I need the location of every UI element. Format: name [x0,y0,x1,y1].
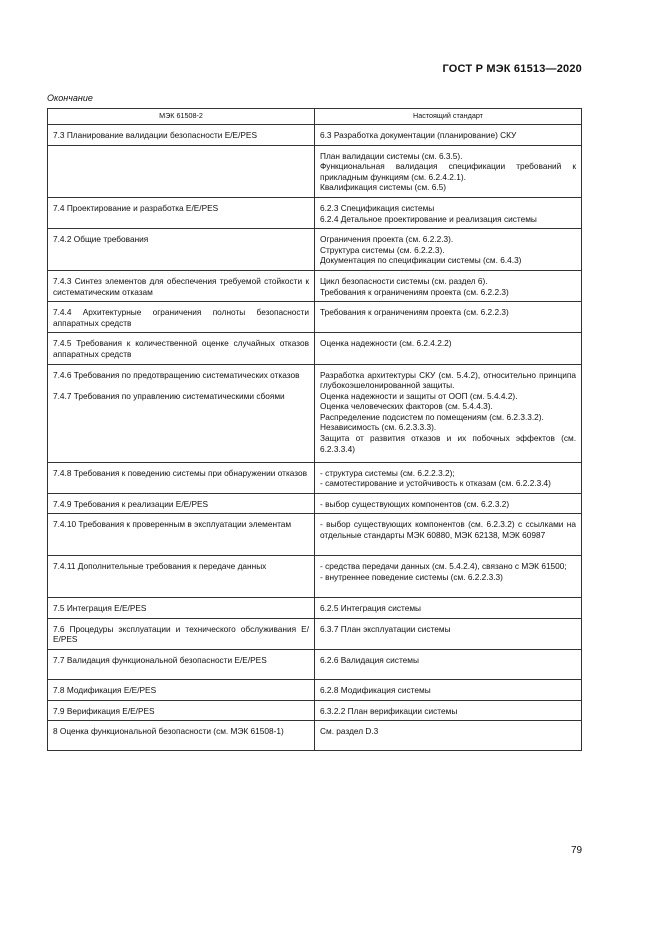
clause-reference: 7.4.11 Дополнительные требования к передаче данных [53,561,267,572]
correspondence-text: Структура системы (см. 6.2.2.3). [320,244,445,255]
correspondence-text: - внутреннее поведение системы (см. 6.2.2.3.3) [320,571,503,582]
iec-61508-2-cell [48,493,315,514]
iec-61508-2-cell [48,650,315,680]
correspondence-text: Распределение подсистем по помещениям (см. 6.2.3.3.2). [320,411,544,422]
correspondence-text: См. раздел D.3 [320,726,379,737]
correspondence-text: Защита от развития отказов и их побочных эффектов (см. 6.2.3.3.4) [320,433,576,454]
clause-reference: 7.5 Интеграция Е/Е/PES [53,603,147,614]
clause-reference: 7.4.3 Синтез элементов для обеспечения требуемой стойкости к систематическим отказам [53,275,309,297]
table-row [48,364,582,462]
clause-reference: 7.6 Процедуры эксплуатации и технического обслуживания Е/Е/PES [53,623,309,645]
correspondence-text: Требования к ограничениям проекта (см. 6.2.2.3) [320,307,509,318]
iec-61508-2-cell [48,618,315,649]
iec-61508-2-cell [48,556,315,598]
column-header-iec-61508-2: МЭК 61508-2 [48,109,315,125]
correspondence-text: Требования к ограничениям проекта (см. 6.2.2.3) [320,286,509,297]
table-row [48,680,582,701]
table-row [48,333,582,364]
this-standard-cell [315,125,582,146]
table-header-row [48,109,582,125]
this-standard-cell [315,618,582,649]
table-caption: Окончание [47,93,93,103]
table-row [48,197,582,228]
clause-reference: 7.9 Верификация Е/Е/PES [53,705,155,716]
correspondence-text: Цикл безопасности системы (см. раздел 6). [320,275,488,286]
correspondence-text: 6.3.7 План эксплуатации системы [320,623,451,634]
this-standard-cell [315,493,582,514]
clause-reference: 7.7 Валидация функциональной безопасности Е/Е/PES [53,655,267,666]
table-row [48,229,582,271]
this-standard-cell [315,145,582,197]
clause-reference: 7.4 Проектирование и разработка Е/Е/PES [53,202,219,213]
this-standard-cell [315,650,582,680]
iec-61508-2-cell [48,302,315,333]
clause-reference: 7.3 Планирование валидации безопасности Е/Е/PES [53,130,257,140]
column-header-this-standard: Настоящий стандарт [315,109,582,125]
this-standard-cell [315,598,582,619]
correspondence-text: Оценка надежности и защиты от ООП (см. 5.4.4.2). [320,390,518,401]
correspondence-text: 6.2.4 Детальное проектирование и реализация системы [320,213,537,224]
this-standard-cell [315,680,582,701]
correspondence-text: - структура системы (см. 6.2.2.3.2); [320,467,455,478]
correspondence-text: Разработка архитектуры СКУ (см. 5.4.2), относительно принципа глубокоэшелонированной защиты. [320,369,576,391]
clause-reference: 7.8 Модификация Е/Е/PES [53,685,157,696]
correspondence-text: - выбор существующих компонентов (см. 6.2.3.2) с ссылками на отдельные стандарты МЭК 60880, МЭК 62138, МЭК 60987 [320,519,576,540]
clause-reference: 7.4.4 Архитектурные ограничения полноты безопасности аппаратных средств [53,307,309,328]
table-row [48,721,582,751]
clause-reference: 7.4.9 Требования к реализации Е/Е/PES [53,498,209,509]
clause-reference: 7.4.2 Общие требования [53,234,149,245]
iec-61508-2-cell [48,514,315,556]
correspondence-text: 6.2.5 Интеграция системы [320,603,421,614]
iec-61508-2-cell [48,462,315,493]
table-row [48,145,582,197]
iec-61508-2-cell [48,680,315,701]
clause-reference: 7.4.6 Требования по предотвращению систематических отказов [53,369,300,380]
correspondence-text: Функциональная валидация спецификации требований к прикладным функциям (см. 6.2.4.2.1). [320,161,576,182]
iec-61508-2-cell [48,229,315,271]
clause-reference: 7.4.8 Требования к поведению системы при обнаружении отказов [53,467,308,478]
correspondence-text: Независимость (см. 6.2.3.3.3). [320,422,437,433]
iec-61508-2-cell [48,598,315,619]
table-row [48,650,582,680]
clause-reference: 7.4.10 Требования к проверенным в эксплуатации элементам [53,519,292,530]
table-row [48,462,582,493]
clause-reference: 7.4.5 Требования к количественной оценке случайных отказов аппаратных средств [53,338,309,359]
table-row [48,618,582,649]
table-row [48,270,582,301]
clause-reference: 7.4.7 Требования по управлению систематическими сбоями [53,391,285,402]
iec-61508-2-cell [48,364,315,462]
iec-61508-2-cell [48,197,315,228]
table-row [48,556,582,598]
this-standard-cell [315,270,582,301]
this-standard-cell [315,197,582,228]
this-standard-cell [315,364,582,462]
correspondence-text: Квалификация системы (см. 6.5) [320,182,447,193]
correspondence-text: - выбор существующих компонентов (см. 6.2.3.2) [320,498,510,509]
this-standard-cell [315,700,582,721]
correspondence-text: 6.2.6 Валидация системы [320,655,419,666]
correspondence-text: 6.2.3 Спецификация системы [320,202,435,213]
correspondence-text: План валидации системы (см. 6.3.5). [320,150,463,161]
iec-61508-2-cell [48,145,315,197]
table-row [48,700,582,721]
table-row [48,493,582,514]
this-standard-cell [315,556,582,598]
table-row [48,514,582,556]
this-standard-cell [315,462,582,493]
this-standard-cell [315,721,582,751]
page-number: 79 [571,845,583,856]
iec-61508-2-cell [48,333,315,364]
correspondence-text: Ограничения проекта (см. 6.2.2.3). [320,234,454,245]
table-row [48,125,582,146]
table-row [48,302,582,333]
this-standard-cell [315,229,582,271]
correspondence-text: 6.3 Разработка документации (планирование) СКУ [320,130,517,140]
correspondence-text: 6.2.8 Модификация системы [320,685,431,696]
correspondence-text: Оценка надежности (см. 6.2.4.2.2) [320,338,452,349]
this-standard-cell [315,302,582,333]
this-standard-cell [315,514,582,556]
iec-61508-2-cell [48,700,315,721]
iec-61508-2-cell [48,125,315,146]
correspondence-text: Документация по спецификации системы (см. 6.4.3) [320,255,522,266]
iec-61508-2-cell [48,721,315,751]
this-standard-cell [315,333,582,364]
document-header: ГОСТ Р МЭК 61513—2020 [442,63,582,75]
correspondence-text: - средства передачи данных (см. 5.4.2.4), связано с МЭК 61500; [320,561,567,572]
correspondence-text: - самотестирование и устойчивость к отказам (см. 6.2.2.3.4) [320,478,551,489]
table-row [48,598,582,619]
correspondence-text: Оценка человеческих факторов (см. 5.4.4.3). [320,401,493,412]
clause-reference: 8 Оценка функциональной безопасности (см. МЭК 61508-1) [53,726,284,737]
correspondence-text: 6.3.2.2 План верификации системы [320,705,458,716]
iec-61508-2-cell [48,270,315,301]
correspondence-table [47,108,582,751]
